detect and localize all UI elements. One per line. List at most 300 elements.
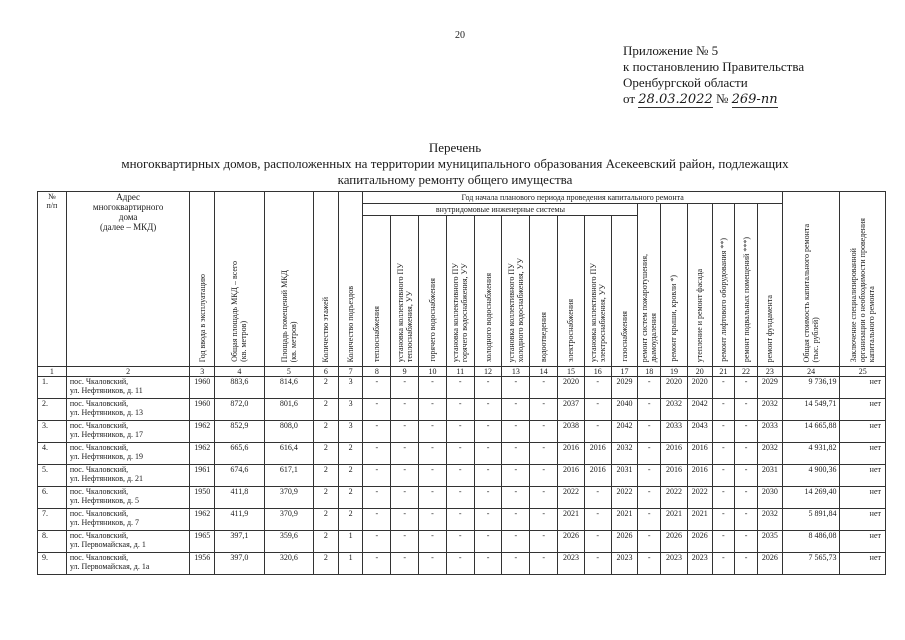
table-cell: 2020 bbox=[687, 377, 712, 399]
header-sys-cold-water: холодного водоснабжения bbox=[474, 216, 502, 367]
table-cell: - bbox=[638, 399, 661, 421]
table-cell: - bbox=[474, 509, 502, 531]
column-number: 9 bbox=[391, 367, 419, 377]
table-cell: - bbox=[735, 531, 758, 553]
title-line-1: Перечень bbox=[428, 140, 482, 155]
header-sys-hot-water-meter: установка коллективного ПУ горячего водоснабжения, УУ bbox=[446, 216, 474, 367]
table-cell: - bbox=[474, 399, 502, 421]
table-cell: - bbox=[584, 531, 611, 553]
table-cell: - bbox=[474, 531, 502, 553]
header-group: Год начала планового периода проведения капитального ремонта bbox=[363, 192, 782, 204]
table-cell: 370,9 bbox=[264, 509, 313, 531]
table-cell: 397,0 bbox=[215, 553, 264, 575]
table-cell: 2023 bbox=[558, 553, 585, 575]
column-number: 25 bbox=[840, 367, 886, 377]
header-subgroup: внутридомовые инженерные системы bbox=[363, 204, 638, 216]
table-cell: 1960 bbox=[190, 399, 215, 421]
table-cell: - bbox=[391, 377, 419, 399]
table-row bbox=[38, 465, 886, 487]
table-cell: 2016 bbox=[584, 443, 611, 465]
table-cell: - bbox=[474, 443, 502, 465]
table-cell: - bbox=[530, 509, 558, 531]
table-cell: 814,6 bbox=[264, 377, 313, 399]
number-label: № bbox=[715, 91, 729, 106]
table-cell: - bbox=[638, 531, 661, 553]
header-room-area: Площадь помещений МКД (кв. метров) bbox=[264, 192, 313, 367]
table-cell: 2032 bbox=[661, 399, 688, 421]
address-line-1: пос. Чкаловский, bbox=[69, 509, 129, 518]
address-line-2: ул. Нефтяников, д. 11 bbox=[69, 386, 143, 395]
header-foundation: ремонт фундамента bbox=[757, 204, 782, 367]
address-line-1: пос. Чкаловский, bbox=[69, 531, 129, 540]
table-cell: 2023 bbox=[661, 553, 688, 575]
table-cell: - bbox=[446, 399, 474, 421]
table-cell: 2 bbox=[314, 443, 339, 465]
address-line-1: пос. Чкаловский, bbox=[69, 465, 129, 474]
table-cell: 3 bbox=[338, 377, 363, 399]
table-cell: - bbox=[446, 487, 474, 509]
table-cell: - bbox=[638, 377, 661, 399]
address-cell bbox=[66, 487, 190, 509]
table-cell: - bbox=[474, 487, 502, 509]
table-cell: - bbox=[474, 553, 502, 575]
table-cell: - bbox=[474, 421, 502, 443]
address-line-1: пос. Чкаловский, bbox=[69, 487, 129, 496]
table-cell: 2016 bbox=[687, 443, 712, 465]
table-cell: - bbox=[446, 465, 474, 487]
title-line-3: капитальному ремонту общего имущества bbox=[337, 172, 573, 187]
table-cell: - bbox=[446, 553, 474, 575]
table-row bbox=[38, 487, 886, 509]
address-cell bbox=[66, 399, 190, 421]
header-lift: ремонт лифтового оборудования **) bbox=[712, 204, 735, 367]
address-line-2: ул. Первомайская, д. 1 bbox=[69, 540, 146, 549]
address-line-2: ул. Нефтяников, д. 19 bbox=[69, 452, 144, 461]
table-cell: - bbox=[446, 531, 474, 553]
table-cell: - bbox=[419, 509, 447, 531]
column-number: 19 bbox=[661, 367, 688, 377]
table-cell: - bbox=[363, 465, 391, 487]
table-cell: нет bbox=[840, 377, 886, 399]
address-line-2: ул. Нефтяников, д. 13 bbox=[69, 408, 144, 417]
table-cell: 2016 bbox=[558, 465, 585, 487]
table-cell: нет bbox=[840, 531, 886, 553]
table-cell: - bbox=[474, 465, 502, 487]
table-cell: - bbox=[391, 421, 419, 443]
row-number: 3. bbox=[38, 421, 67, 443]
table-cell: - bbox=[712, 531, 735, 553]
table-cell: - bbox=[419, 399, 447, 421]
address-line-1: пос. Чкаловский, bbox=[69, 377, 129, 386]
address-cell bbox=[66, 443, 190, 465]
address-cell bbox=[66, 553, 190, 575]
column-number: 11 bbox=[446, 367, 474, 377]
table-cell: - bbox=[638, 465, 661, 487]
address-line-1: пос. Чкаловский, bbox=[69, 399, 129, 408]
table-cell: - bbox=[584, 553, 611, 575]
table-cell: 2026 bbox=[687, 531, 712, 553]
table-cell: 2 bbox=[314, 487, 339, 509]
table-row bbox=[38, 377, 886, 399]
table-cell: - bbox=[735, 377, 758, 399]
table-cell: 2032 bbox=[757, 509, 782, 531]
table-cell: - bbox=[446, 509, 474, 531]
address-line-1: пос. Чкаловский, bbox=[69, 443, 129, 452]
table-cell: 411,8 bbox=[215, 487, 264, 509]
table-cell: 14 269,40 bbox=[782, 487, 840, 509]
table-cell: - bbox=[712, 465, 735, 487]
address-cell bbox=[66, 509, 190, 531]
row-number: 4. bbox=[38, 443, 67, 465]
table-cell: 2021 bbox=[661, 509, 688, 531]
table-cell: 2 bbox=[314, 399, 339, 421]
table-cell: - bbox=[638, 421, 661, 443]
header-sys-drainage: водоотведения bbox=[530, 216, 558, 367]
row-number: 8. bbox=[38, 531, 67, 553]
header-year: Год ввода в эксплуатацию bbox=[190, 192, 215, 367]
table-cell: - bbox=[446, 443, 474, 465]
table-cell: - bbox=[735, 399, 758, 421]
table-cell: 1 bbox=[338, 553, 363, 575]
row-number: 1. bbox=[38, 377, 67, 399]
table-cell: 2020 bbox=[661, 377, 688, 399]
header-conclusion: Заключение специализированной организации о необходимости проведения капитального ремонта bbox=[840, 192, 886, 367]
table-cell: - bbox=[391, 553, 419, 575]
table-cell: - bbox=[530, 553, 558, 575]
table-cell: - bbox=[363, 421, 391, 443]
column-number: 8 bbox=[363, 367, 391, 377]
table-cell: - bbox=[363, 509, 391, 531]
table-row bbox=[38, 443, 886, 465]
table-cell: 2020 bbox=[558, 377, 585, 399]
table-row bbox=[38, 399, 886, 421]
table-cell: 2023 bbox=[687, 553, 712, 575]
table-cell: 2 bbox=[314, 531, 339, 553]
column-number: 4 bbox=[215, 367, 264, 377]
address-line-2: ул. Нефтяников, д. 7 bbox=[69, 518, 140, 527]
annex-line-1: Приложение № 5 bbox=[623, 43, 719, 58]
table-cell: 411,9 bbox=[215, 509, 264, 531]
table-cell: - bbox=[638, 553, 661, 575]
table-cell: 2021 bbox=[687, 509, 712, 531]
column-number: 13 bbox=[502, 367, 530, 377]
address-line-2: ул. Нефтяников, д. 5 bbox=[69, 496, 140, 505]
row-number: 7. bbox=[38, 509, 67, 531]
column-number: 10 bbox=[419, 367, 447, 377]
table-cell: - bbox=[735, 553, 758, 575]
table-cell: 2023 bbox=[611, 553, 638, 575]
table-row bbox=[38, 553, 886, 575]
table-cell: 2030 bbox=[757, 487, 782, 509]
column-number: 14 bbox=[530, 367, 558, 377]
table-cell: - bbox=[502, 421, 530, 443]
row-number: 6. bbox=[38, 487, 67, 509]
table-cell: 4 931,82 bbox=[782, 443, 840, 465]
table-cell: - bbox=[502, 377, 530, 399]
table-cell: - bbox=[419, 531, 447, 553]
handwritten-number: 269-пп bbox=[731, 92, 778, 107]
row-number: 2. bbox=[38, 399, 67, 421]
table-cell: - bbox=[502, 443, 530, 465]
table-cell: 2029 bbox=[611, 377, 638, 399]
table-cell: 801,6 bbox=[264, 399, 313, 421]
table-cell: - bbox=[419, 421, 447, 443]
table-cell: - bbox=[502, 399, 530, 421]
table-cell: 2026 bbox=[757, 553, 782, 575]
header-sys-cold-water-meter: установка коллективного ПУ холодного водоснабжения, УУ bbox=[502, 216, 530, 367]
table-cell: - bbox=[502, 553, 530, 575]
table-cell: 883,6 bbox=[215, 377, 264, 399]
table-cell: - bbox=[446, 421, 474, 443]
address-cell bbox=[66, 465, 190, 487]
table-cell: - bbox=[391, 443, 419, 465]
table-cell: - bbox=[712, 443, 735, 465]
table-cell: - bbox=[363, 553, 391, 575]
table-cell: 14 549,71 bbox=[782, 399, 840, 421]
table-cell: 808,0 bbox=[264, 421, 313, 443]
title-line-2: многоквартирных домов, расположенных на территории муниципального образования Асекеевский район, подлежащих bbox=[121, 156, 789, 171]
header-sys-electric: электроснабжения bbox=[558, 216, 585, 367]
table-cell: - bbox=[638, 509, 661, 531]
table-cell: - bbox=[419, 465, 447, 487]
address-line-2: ул. Первомайская, д. 1а bbox=[69, 562, 150, 571]
header-sys-hot-water: горячего водоснабжения bbox=[419, 216, 447, 367]
table-cell: 2042 bbox=[687, 399, 712, 421]
header-address: Адрес многоквартирного дома (далее – МКД) bbox=[66, 192, 190, 367]
table-cell: 7 565,73 bbox=[782, 553, 840, 575]
table-cell: 2016 bbox=[661, 443, 688, 465]
table-cell: - bbox=[712, 377, 735, 399]
table-cell: 2033 bbox=[757, 421, 782, 443]
table-cell: - bbox=[712, 399, 735, 421]
table-cell: 2026 bbox=[558, 531, 585, 553]
table-cell: 14 665,88 bbox=[782, 421, 840, 443]
table-cell: 1962 bbox=[190, 443, 215, 465]
table-cell: 616,4 bbox=[264, 443, 313, 465]
table-cell: - bbox=[446, 377, 474, 399]
page-number: 20 bbox=[455, 30, 465, 41]
header-sys-heating: теплоснабжения bbox=[363, 216, 391, 367]
table-cell: 2016 bbox=[687, 465, 712, 487]
table-cell: - bbox=[530, 421, 558, 443]
table-cell: 2016 bbox=[584, 465, 611, 487]
table-cell: - bbox=[363, 377, 391, 399]
header-roof: ремонт крыши, кровли *) bbox=[661, 204, 688, 367]
table-cell: 2026 bbox=[611, 531, 638, 553]
table-cell: нет bbox=[840, 487, 886, 509]
address-line-1: пос. Чкаловский, bbox=[69, 421, 129, 430]
table-cell: 2031 bbox=[611, 465, 638, 487]
table-cell: 4 900,36 bbox=[782, 465, 840, 487]
table-cell: 852,9 bbox=[215, 421, 264, 443]
table-cell: 1 bbox=[338, 531, 363, 553]
table-cell: 617,1 bbox=[264, 465, 313, 487]
column-number: 3 bbox=[190, 367, 215, 377]
table-cell: - bbox=[712, 509, 735, 531]
table-cell: - bbox=[391, 509, 419, 531]
table-cell: - bbox=[712, 487, 735, 509]
table-cell: - bbox=[363, 487, 391, 509]
table-cell: 1960 bbox=[190, 377, 215, 399]
column-number: 17 bbox=[611, 367, 638, 377]
table-cell: - bbox=[474, 377, 502, 399]
table-cell: - bbox=[712, 421, 735, 443]
table-cell: 2021 bbox=[558, 509, 585, 531]
table-cell: 2 bbox=[338, 487, 363, 509]
column-number: 18 bbox=[638, 367, 661, 377]
column-number: 6 bbox=[314, 367, 339, 377]
column-number: 1 bbox=[38, 367, 67, 377]
table-cell: 2022 bbox=[611, 487, 638, 509]
table-cell: 2040 bbox=[611, 399, 638, 421]
table-cell: - bbox=[530, 377, 558, 399]
table-cell: 2037 bbox=[558, 399, 585, 421]
table-row bbox=[38, 531, 886, 553]
header-basement: ремонт подвальных помещений ***) bbox=[735, 204, 758, 367]
table-cell: 872,0 bbox=[215, 399, 264, 421]
column-number: 12 bbox=[474, 367, 502, 377]
table-cell: 1965 bbox=[190, 531, 215, 553]
table-cell: 320,6 bbox=[264, 553, 313, 575]
table-cell: 2 bbox=[314, 553, 339, 575]
table-cell: - bbox=[712, 553, 735, 575]
table-cell: - bbox=[638, 443, 661, 465]
header-facade: утепление и ремонт фасада bbox=[687, 204, 712, 367]
column-number: 5 bbox=[264, 367, 313, 377]
address-cell bbox=[66, 377, 190, 399]
table-cell: - bbox=[530, 399, 558, 421]
table-cell: - bbox=[584, 487, 611, 509]
column-number: 20 bbox=[687, 367, 712, 377]
table-cell: - bbox=[363, 443, 391, 465]
table-cell: 2 bbox=[314, 465, 339, 487]
table-cell: 1962 bbox=[190, 421, 215, 443]
table-cell: 2 bbox=[338, 465, 363, 487]
table-cell: 2033 bbox=[661, 421, 688, 443]
address-cell bbox=[66, 531, 190, 553]
column-number: 16 bbox=[584, 367, 611, 377]
table-row bbox=[38, 421, 886, 443]
table-cell: 370,9 bbox=[264, 487, 313, 509]
table-cell: - bbox=[530, 531, 558, 553]
table-cell: 2042 bbox=[611, 421, 638, 443]
table-cell: 1961 bbox=[190, 465, 215, 487]
table-cell: - bbox=[638, 487, 661, 509]
table-cell: 674,6 bbox=[215, 465, 264, 487]
table-cell: - bbox=[530, 443, 558, 465]
column-numbers-row bbox=[38, 367, 886, 377]
table-cell: нет bbox=[840, 443, 886, 465]
table-cell: нет bbox=[840, 399, 886, 421]
table-cell: - bbox=[502, 465, 530, 487]
table-cell: 2 bbox=[314, 421, 339, 443]
table-cell: 2016 bbox=[558, 443, 585, 465]
row-number: 9. bbox=[38, 553, 67, 575]
header-num: № п/п bbox=[38, 192, 67, 367]
table-cell: 2016 bbox=[661, 465, 688, 487]
table-cell: - bbox=[419, 443, 447, 465]
table-cell: - bbox=[391, 487, 419, 509]
table-cell: - bbox=[530, 465, 558, 487]
repair-table bbox=[37, 191, 886, 575]
table-cell: 2 bbox=[314, 377, 339, 399]
table-cell: 9 736,19 bbox=[782, 377, 840, 399]
header-floors: Количество этажей bbox=[314, 192, 339, 367]
table-cell: - bbox=[735, 487, 758, 509]
table-cell: - bbox=[735, 443, 758, 465]
table-cell: - bbox=[735, 509, 758, 531]
table-cell: 665,6 bbox=[215, 443, 264, 465]
column-number: 22 bbox=[735, 367, 758, 377]
table-cell: 1950 bbox=[190, 487, 215, 509]
table-cell: - bbox=[391, 531, 419, 553]
table-cell: 2029 bbox=[757, 377, 782, 399]
row-number: 5. bbox=[38, 465, 67, 487]
table-cell: - bbox=[363, 531, 391, 553]
annex-date-line bbox=[623, 91, 804, 108]
table-cell: - bbox=[584, 399, 611, 421]
column-number: 15 bbox=[558, 367, 585, 377]
handwritten-date: 28.03.2022 bbox=[638, 92, 713, 107]
annex-line-2: к постановлению Правительства bbox=[623, 59, 805, 74]
table-cell: нет bbox=[840, 509, 886, 531]
table-cell: 2022 bbox=[661, 487, 688, 509]
table-cell: 3 bbox=[338, 421, 363, 443]
table-cell: 2026 bbox=[661, 531, 688, 553]
table-cell: 2032 bbox=[757, 443, 782, 465]
table-cell: 2038 bbox=[558, 421, 585, 443]
table-cell: - bbox=[419, 553, 447, 575]
header-sys-heating-meter: установка коллективного ПУ теплоснабжения, УУ bbox=[391, 216, 419, 367]
table-cell: 1956 bbox=[190, 553, 215, 575]
table-cell: 2 bbox=[338, 443, 363, 465]
table-cell: нет bbox=[840, 465, 886, 487]
table-cell: 2021 bbox=[611, 509, 638, 531]
address-line-1: пос. Чкаловский, bbox=[69, 553, 129, 562]
table-cell: 2032 bbox=[611, 443, 638, 465]
column-number: 2 bbox=[66, 367, 190, 377]
document-title bbox=[60, 140, 850, 188]
column-number: 7 bbox=[338, 367, 363, 377]
table-cell: 1962 bbox=[190, 509, 215, 531]
date-prefix: от bbox=[623, 91, 636, 106]
table-cell: 2022 bbox=[687, 487, 712, 509]
table-cell: - bbox=[584, 509, 611, 531]
table-cell: - bbox=[419, 377, 447, 399]
table-cell: - bbox=[502, 531, 530, 553]
column-number: 24 bbox=[782, 367, 840, 377]
header-total-area: Общая площадь МКД – всего (кв. метров) bbox=[215, 192, 264, 367]
table-cell: 2043 bbox=[687, 421, 712, 443]
table-cell: 2 bbox=[314, 509, 339, 531]
table-cell: - bbox=[391, 465, 419, 487]
table-cell: 359,6 bbox=[264, 531, 313, 553]
table-cell: - bbox=[363, 399, 391, 421]
table-row bbox=[38, 509, 886, 531]
table-cell: 2 bbox=[338, 509, 363, 531]
table-cell: 2032 bbox=[757, 399, 782, 421]
annex-line-3: Оренбургской области bbox=[623, 75, 748, 90]
header-sys-electric-meter: установка коллективного ПУ электроснабжения, УУ bbox=[584, 216, 611, 367]
table-cell: 397,1 bbox=[215, 531, 264, 553]
header-cost: Общая стоимость капитального ремонта (тыс. рублей) bbox=[782, 192, 840, 367]
header-sys-gas: газоснабжения bbox=[611, 216, 638, 367]
table-cell: 2031 bbox=[757, 465, 782, 487]
table-cell: 2035 bbox=[757, 531, 782, 553]
address-line-2: ул. Нефтяников, д. 21 bbox=[69, 474, 144, 483]
table-cell: - bbox=[735, 421, 758, 443]
table-cell: - bbox=[419, 487, 447, 509]
